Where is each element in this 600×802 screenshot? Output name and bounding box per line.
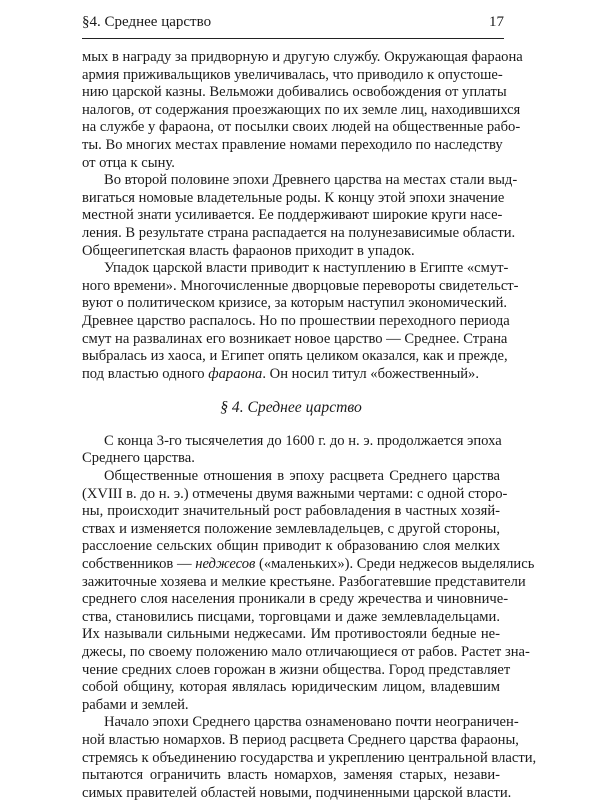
text-line: расслоение сельских общин приводит к образованию слоя мелких — [82, 538, 500, 555]
text-line: смут на развалинах его возникает новое царство — Среднее. Страна — [82, 330, 508, 347]
text-line: выбралась из хаоса, и Египет опять целиком оказался, как и прежде, — [82, 348, 508, 365]
text-line: ства, становились писцами, торговцами и даже землевладельцами. — [82, 608, 500, 625]
text-line: Их называли сильными неджесами. Им противостояли бедные не- — [82, 626, 500, 643]
paragraph-2 — [82, 172, 518, 260]
text-line: (XVIII в. до н. э.) отмечены двумя важными чертами: с одной сторо- — [82, 485, 508, 502]
text-line: ной властью номархов. В период расцвета Среднего царства фараоны, — [82, 731, 519, 748]
text-line: джесы, по своему положению мало отличающиеся от рабов. Растет зна- — [82, 644, 530, 660]
text-line: Общественные отношения в эпоху расцвета Среднего царства — [104, 468, 500, 485]
text-line: нию царской казны. Вельможи добивались освобождения от уплаты — [82, 84, 507, 101]
paragraph-3 — [82, 260, 519, 383]
text-line: армия приживальщиков увеличивалась, что приводило к опустоше- — [82, 66, 503, 83]
text-line: местной знати усиливается. Ее поддерживают широкие круги насе- — [82, 207, 503, 224]
section-heading: § 4. Среднее царство — [220, 399, 362, 417]
text-line — [82, 556, 535, 574]
text-fragment: собственников — — [82, 556, 196, 573]
paragraph-5 — [82, 468, 535, 714]
text-line: ного времени». Многочисленные дворцовые перевороты свидетельст- — [82, 277, 519, 294]
text-line: стремясь к объединению государства и укреплению центральной власти, — [82, 749, 537, 766]
text-line: Начало эпохи Среднего царства ознаменовано почти неограничен- — [104, 714, 519, 731]
running-header — [82, 14, 504, 39]
text-line: ны, происходит значительный рост рабовладения в частных хозяй- — [82, 503, 500, 520]
text-line: зажиточные хозяева и мелкие крестьяне. Разбогатевшие представители — [82, 573, 526, 590]
text-line: вуют о политическом кризисе, за которым наступил экономический. — [82, 295, 508, 312]
header-section-title: §4. Среднее царство — [82, 14, 212, 30]
text-line: рабами и землей. — [82, 696, 189, 713]
text-line: налогов, от содержания проезжающих по их земле лиц, находившихся — [82, 101, 521, 118]
text-fragment: . Он носил титул «божественный». — [262, 365, 480, 382]
text-line: С конца 3-го тысячелетия до 1600 г. до н. э. продолжается эпоха — [104, 432, 502, 449]
text-line: среднего слоя населения проникали в среду жречества и чиновниче- — [82, 591, 509, 608]
text-line: Упадок царской власти приводит к наступлению в Египте «смут- — [104, 260, 509, 277]
text-line: мых в награду за придворную и другую службу. Окружающая фараона — [82, 49, 523, 65]
text-fragment: под властью одного — [82, 365, 209, 382]
paragraph-6 — [82, 714, 537, 802]
text-fragment: («маленьких»). Среди неджесов выделялись — [255, 556, 535, 573]
text-line: ты. Во многих местах правление номами переходило по наследству — [82, 136, 503, 153]
text-line: Во второй половине эпохи Древнего царства на местах стали выд- — [104, 172, 518, 189]
text-line: ствах и изменяется положение землевладельцев, с другой стороны, — [82, 520, 500, 537]
text-line: от отца к сыну. — [82, 154, 175, 171]
emphasis-pharaoh: фараона — [208, 365, 263, 382]
text-line — [82, 366, 500, 384]
text-line: чение средних слоев горожан в жизни общества. Город представляет — [82, 661, 511, 678]
text-line: собой общину, которая являлась юридическим лицом, владевшим — [82, 679, 500, 696]
text-line: Среднего царства. — [82, 450, 195, 467]
paragraph-4 — [82, 433, 500, 468]
text-line: симых правителей областей новыми, подчиненными царской власти. — [82, 784, 512, 801]
text-line: ления. В результате страна распадается на полунезависимые области. — [82, 224, 516, 241]
body-text — [82, 49, 537, 802]
text-line: на службе у фараона, от посылки своих людей на общественные рабо- — [82, 119, 521, 136]
text-line: Общеегипетская власть фараонов приходит в упадок. — [82, 242, 415, 259]
text-line: пытаются ограничить власть номархов, заменяя старых, незави- — [82, 767, 500, 784]
text-line: Древнее царство распалось. Но по прошествии переходного периода — [82, 312, 510, 329]
text-line: вигаться номовые владетельные роды. К концу этой эпохи значение — [82, 189, 505, 206]
emphasis-nedjes: неджесов — [195, 556, 256, 573]
paragraph-1 — [82, 49, 523, 172]
page-number: 17 — [489, 14, 504, 30]
